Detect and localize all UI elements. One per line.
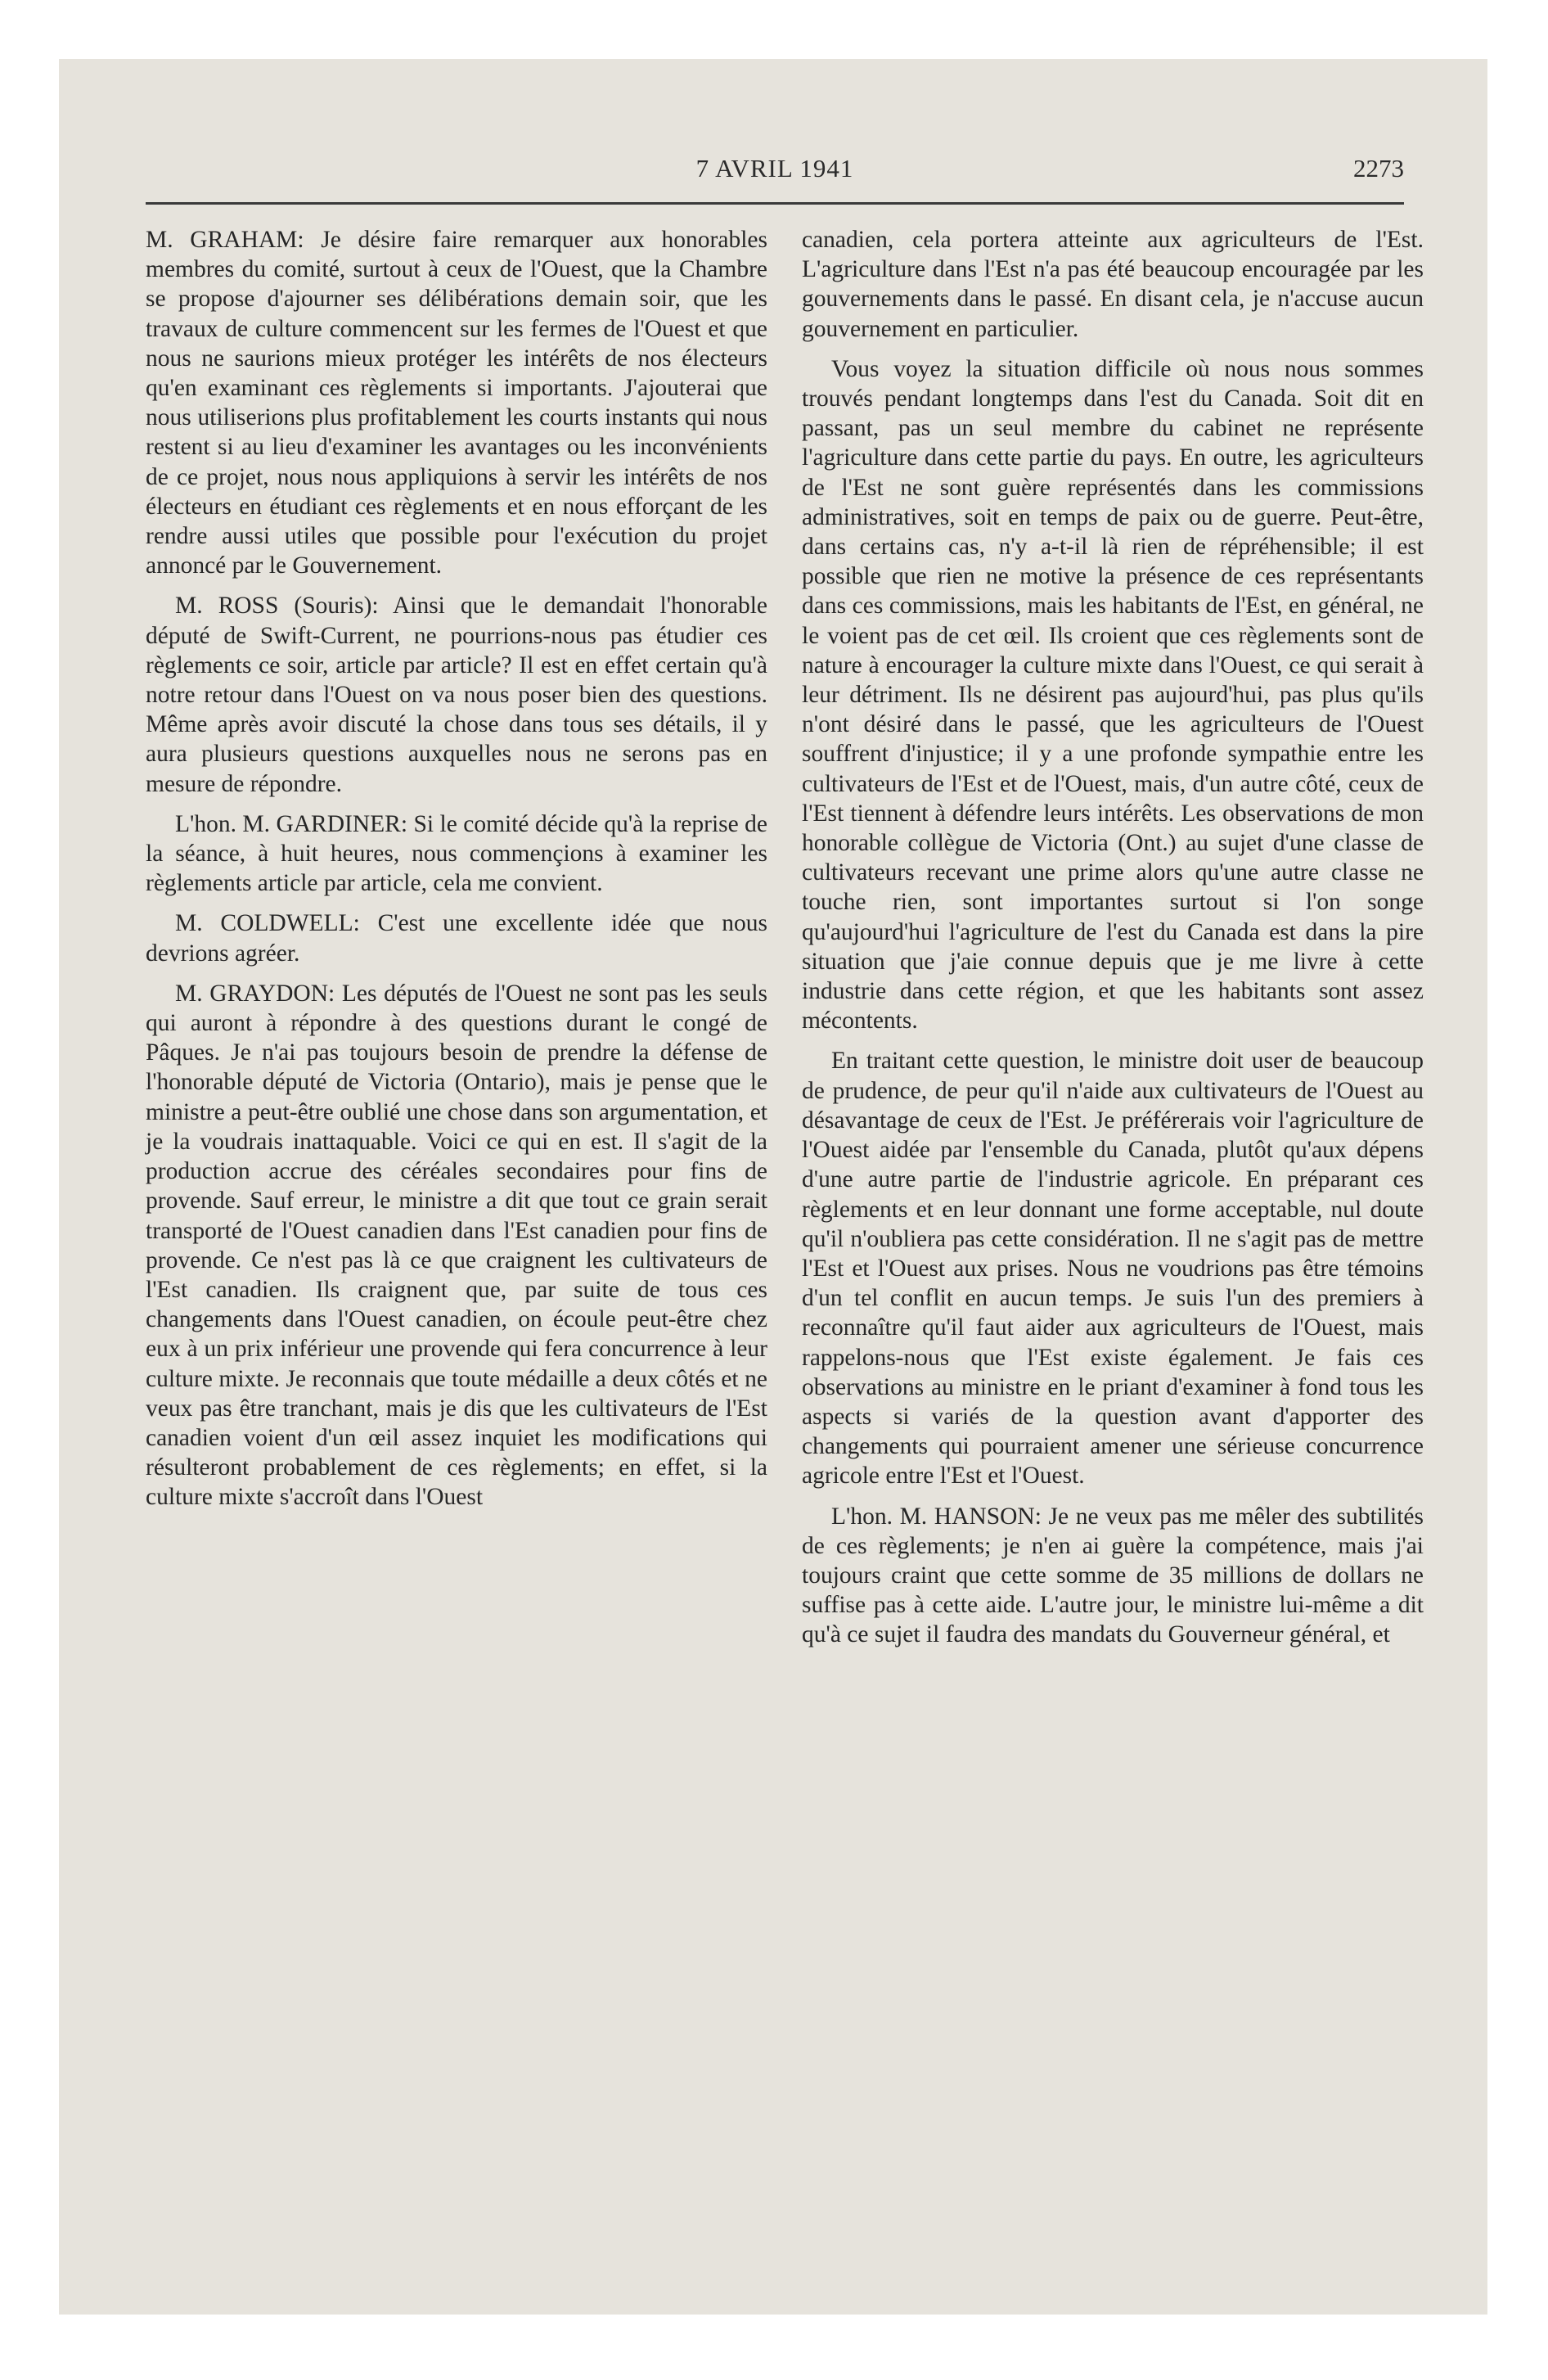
- right-column: [802, 225, 1424, 1650]
- speech-graydon-paragraph-3: En traitant cette question, le ministre doit user de beaucoup de prudence, de peur qu'il n'aide aux cultivateurs de l'Ouest au désavantage de ceux de l'Est. Je préférerais voir l'agriculture de l'Ouest aidée par l'ensemble du Canada, plutôt qu'aux dépens d'une autre partie de l'industrie agricole. En préparant ces règlements et en leur donnant une forme acceptable, nul doute qu'il n'oubliera pas cette considération. Il ne s'agit pas de mettre l'Est et l'Ouest aux prises. Nous ne voudrions pas être témoins d'un tel conflit en aucun temps. Je suis l'un des premiers à reconnaître qu'il faut aider aux agriculteurs de l'Ouest, mais rappelons-nous que l'Est existe également. Je fais ces observations au ministre en le priant d'examiner à fond tous les aspects si variés de la question avant d'apporter des changements qui pourraient amener une sérieuse concurrence agricole entre l'Est et l'Ouest.: [802, 1048, 1424, 1490]
- speech-coldwell: M. COLDWELL: C'est une excellente idée que nous devrions agréer.: [146, 910, 767, 967]
- page-header: [146, 154, 1404, 190]
- page-date: 7 AVRIL 1941: [695, 154, 854, 183]
- speech-gardiner: L'hon. M. GARDINER: Si le comité décide qu'à la reprise de la séance, à huit heures, nous commençions à examiner les règlements article par article, cela me convient.: [146, 810, 767, 897]
- header-rule: [146, 202, 1404, 205]
- speech-graham: M. GRAHAM: Je désire faire remarquer aux honorables membres du comité, surtout à ceux de l'Ouest, que la Chambre se propose d'ajourner ses délibérations demain soir, que les travaux de culture commencent sur les fermes de l'Ouest et que nous ne saurions mieux protéger les intérêts de nos électeurs qu'en examinant ces règlements si importants. J'ajouterai que nous utiliserions plus profitablement les courts instants qui nous restent si au lieu d'examiner les avantages ou les inconvénients de ce projet, nous nous appliquions à servir les intérêts de nos électeurs en étudiant ces règlements et en nous efforçant de les rendre aussi utiles que possible pour l'exécution du projet annoncé par le Gouvernement.: [146, 227, 767, 579]
- page-number: 2273: [1353, 154, 1404, 183]
- speech-graydon-paragraph-2: Vous voyez la situation difficile où nous nous sommes trouvés pendant longtemps dans l'est du Canada. Soit dit en passant, pas un seul membre du cabinet ne représente l'agriculture dans cette partie du pays. En outre, les agriculteurs de l'Est ne sont guère représentés dans les commissions administratives, soit en temps de paix ou de guerre. Peut-être, dans certains cas, n'y a-t-il là rien de répréhensible; il est possible que rien ne motive la présence de ces représentants dans ces commissions, mais les habitants de l'Est, en général, ne le voient pas de cet œil. Ils croient que ces règlements sont de nature à encourager la culture mixte dans l'Ouest, ce qui serait à leur détriment. Ils ne désirent pas aujourd'hui, pas plus qu'ils n'ont désiré dans le passé, que les agriculteurs de l'Ouest souffrent d'injustice; il y a une profonde sympathie entre les cultivateurs de l'Est et de l'Ouest, mais, d'un autre côté, ceux de l'Est tiennent à défendre leurs intérêts. Les observations de mon honorable collègue de Victoria (Ont.) au sujet d'une classe de cultivateurs recevant une prime alors qu'une autre classe ne touche rien, sont importantes surtout si l'on songe qu'aujourd'hui l'agriculture de l'est du Canada est dans la pire situation que j'aie connue depuis que je me livre à cette industrie dans cette région, et que les habitants sont assez mécontents.: [802, 355, 1424, 1034]
- left-column: [146, 225, 767, 1512]
- speech-ross: M. ROSS (Souris): Ainsi que le demandait l'honorable député de Swift-Current, ne pourrions-nous pas étudier ces règlements ce soir, article par article? Il est en effet certain qu'à notre retour dans l'Ouest on va nous poser bien des questions. Même après avoir discuté la chose dans tous ses détails, il y aura plusieurs questions auxquelles nous ne serons pas en mesure de répondre.: [146, 593, 767, 797]
- speech-hanson: L'hon. M. HANSON: Je ne veux pas me mêler des subtilités de ces règlements; je n'en ai guère la compétence, mais j'ai toujours craint que cette somme de 35 millions de dollars ne suffise pas à cette aide. L'autre jour, le ministre lui-même a dit qu'à ce sujet il faudra des mandats du Gouverneur général, et: [802, 1503, 1424, 1648]
- speech-graydon-continued: canadien, cela portera atteinte aux agriculteurs de l'Est. L'agriculture dans l'Est n'a pas été beaucoup encouragée par les gouvernements dans le passé. En disant cela, je n'accuse aucun gouvernement en particulier.: [802, 227, 1424, 342]
- speech-graydon: M. GRAYDON: Les députés de l'Ouest ne sont pas les seuls qui auront à répondre à des questions durant le congé de Pâques. Je n'ai pas toujours besoin de prendre la défense de l'honorable député de Victoria (Ontario), mais je pense que le ministre a peut-être oublié une chose dans son argumentation, et je la voudrais inattaquable. Voici ce qui en est. Il s'agit de la production accrue des céréales secondaires pour fins de provende. Sauf erreur, le ministre a dit que tout ce grain serait transporté de l'Ouest canadien dans l'Est canadien pour fins de provende. Ce n'est pas là ce que craignent les cultivateurs de l'Est canadien. Ils craignent que, par suite de tous ces changements dans l'Ouest canadien, on écoule peut-être chez eux à un prix inférieur une provende qui fera concurrence à leur culture mixte. Je reconnais que toute médaille a deux côtés et ne veux pas être tranchant, mais je dis que les cultivateurs de l'Est canadien voient d'un œil assez inquiet les modifications qui résulteront probablement de ces règlements; en effet, si la culture mixte s'accroît dans l'Ouest: [146, 980, 767, 1511]
